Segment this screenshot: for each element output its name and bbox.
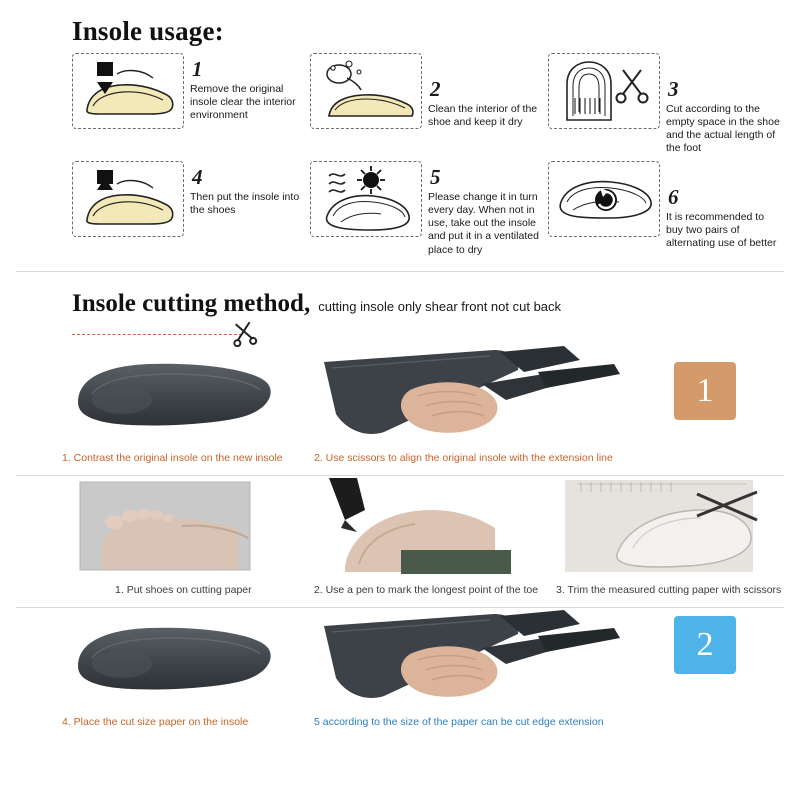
cutting-row-2 — [0, 476, 800, 580]
usage-steps-grid — [0, 53, 800, 261]
cutting-row3-badge-wrap — [654, 608, 790, 712]
usage-step-2-number: 2 — [430, 77, 441, 101]
cutting-row1-badge-wrap — [654, 344, 790, 448]
usage-step-5 — [310, 161, 544, 261]
cutting-row-3-captions — [0, 712, 800, 729]
cut-guide-line — [72, 322, 242, 344]
insole-dark-top-view — [62, 344, 292, 444]
insole-sun-dry-icon — [311, 162, 423, 238]
usage-title: Insole usage: — [72, 16, 224, 46]
cutting-row3-image-2 — [314, 608, 654, 712]
cutting-row1-caption-2: 2. Use scissors to align the original insole with the extension line — [314, 452, 613, 464]
shoe-insert-insole-icon — [73, 162, 185, 238]
usage-step-5-number: 5 — [430, 165, 441, 189]
usage-step-5-illustration — [310, 161, 422, 237]
insole-with-hand-photo — [314, 344, 634, 444]
usage-step-2-desc: Clean the interior of the shoe and keep it dry — [428, 103, 538, 129]
usage-step-2 — [310, 53, 544, 153]
usage-step-6-illustration — [548, 161, 660, 237]
usage-step-4-number: 4 — [192, 165, 203, 189]
cutting-row2-image-2 — [305, 476, 548, 580]
scissors-trim-paper-photo — [547, 476, 767, 576]
insole-usage-section — [0, 0, 800, 261]
usage-step-4-illustration — [72, 161, 184, 237]
usage-step-2-illustration — [310, 53, 422, 129]
pen-marking-toe-photo — [305, 476, 525, 576]
usage-step-6 — [548, 161, 782, 261]
cutting-row-2-captions — [0, 580, 800, 597]
dashed-cut-line — [72, 334, 242, 335]
cutting-title: Insole cutting method, — [72, 290, 311, 317]
usage-step-6-number: 6 — [668, 185, 679, 209]
usage-step-4-desc: Then put the insole into the shoes — [190, 191, 300, 217]
cutting-header — [72, 290, 800, 318]
cutting-row1-caption-spacer — [654, 448, 790, 465]
usage-step-4-text — [184, 161, 306, 217]
cutting-row2-image-3 — [547, 476, 790, 580]
cutting-row2-image-1 — [62, 476, 305, 580]
usage-step-3-desc: Cut according to the empty space in the shoe and the actual length of the foot — [666, 103, 780, 155]
cutting-row-1 — [0, 344, 800, 448]
usage-step-6-text — [660, 161, 782, 250]
cutting-row2-caption-2: 2. Use a pen to mark the longest point of the toe — [313, 584, 539, 597]
usage-step-3-illustration — [548, 53, 660, 129]
scissors-glyph — [617, 70, 648, 103]
foot-on-paper-photo — [62, 476, 282, 576]
usage-step-3-text — [660, 53, 782, 156]
usage-step-1-number: 1 — [192, 57, 203, 81]
cutting-row1-caption-1: 1. Contrast the original insole on the new insole — [62, 452, 283, 464]
cutting-row2-caption-3: 3. Trim the measured cutting paper with scissors — [556, 584, 782, 597]
usage-step-1-text — [184, 53, 306, 122]
usage-step-2-text — [422, 53, 544, 129]
cutting-row3-caption-1: 4. Place the cut size paper on the insole — [62, 716, 249, 729]
usage-step-4 — [72, 161, 306, 261]
cutting-row-3 — [0, 608, 800, 712]
usage-step-1-desc: Remove the original insole clear the interior environment — [190, 83, 296, 122]
insole-dark-top-view-2 — [62, 608, 292, 708]
insole-cutting-section — [0, 272, 800, 729]
usage-step-1 — [72, 53, 306, 153]
usage-step-5-desc: Please change it in turn every day. When not in use, take out the insole and put it in a ventilated place to dry — [428, 191, 539, 256]
insole-with-hand-photo-2 — [314, 608, 634, 708]
cutting-row3-image-1 — [62, 608, 314, 712]
cutting-row3-caption-spacer — [654, 712, 790, 729]
usage-step-3 — [548, 53, 782, 153]
usage-step-5-text — [422, 161, 544, 257]
cutting-row2-caption-1: 1. Put shoes on cutting paper — [115, 584, 252, 597]
shoe-remove-insole-icon — [73, 54, 185, 130]
cutting-row3-caption-2: 5 according to the size of the paper can be cut edge extension — [314, 716, 604, 729]
cutting-row1-image-2 — [314, 344, 654, 448]
cutting-row-1-captions — [0, 448, 800, 465]
shoe-clean-icon — [311, 54, 423, 130]
step-badge-1: 1 — [674, 362, 736, 420]
usage-step-1-illustration — [72, 53, 184, 129]
usage-step-6-desc: It is recommended to buy two pairs of alternating use of better — [666, 211, 777, 250]
insole-scissors-icon — [549, 54, 661, 130]
cutting-subtitle: cutting insole only shear front not cut back — [318, 299, 562, 314]
step-badge-2: 2 — [674, 616, 736, 674]
insole-rotate-icon — [549, 162, 661, 238]
cutting-row1-image-1 — [62, 344, 314, 448]
usage-step-3-number: 3 — [668, 77, 679, 101]
